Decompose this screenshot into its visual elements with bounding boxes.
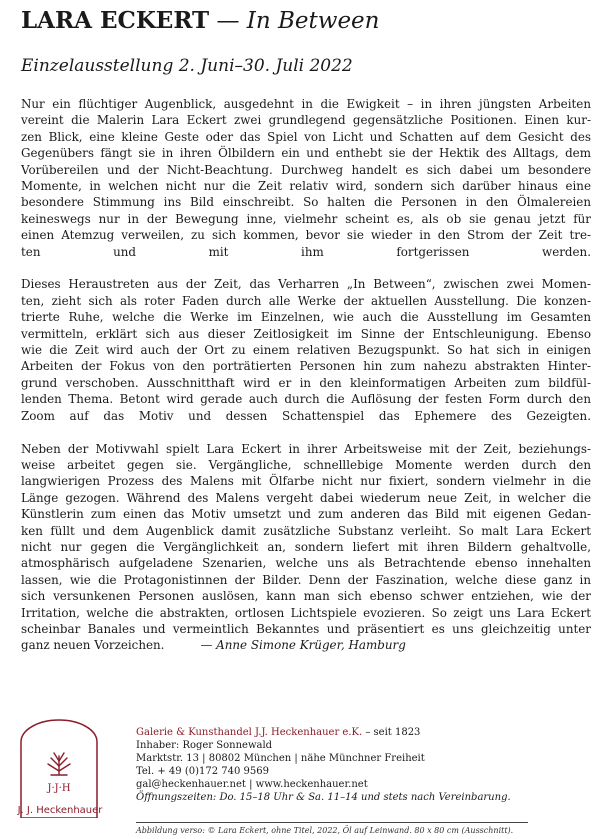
gallery-owner: Inhaber: Roger Sonnewald <box>136 739 273 751</box>
text-line: scheinbar Banales und vermeintlich Bekanntes und präsentiert es uns gleichzeitig unter <box>21 621 591 636</box>
text-line: Länge gezogen. Während des Malens vergeht dabei wiederum neue Zeit, in welcher die <box>21 490 591 505</box>
caption-rule <box>136 822 528 823</box>
text-line: trierte Ruhe, welche die Werke im Einzelnen, wie auch die Ausstellung im Gesamten <box>21 310 591 325</box>
text-line: ten, zieht sich als roter Faden durch alle Werke der aktuellen Ausstellung. Die konzen- <box>21 293 591 308</box>
artist-name: LARA ECKERT <box>21 7 210 34</box>
body-paragraph <box>21 441 591 654</box>
text-line: wie die Zeit wird auch der Ort zu einem relativen Bezugspunkt. So hat sich in einigen <box>21 343 591 358</box>
text-line: vereint die Malerin Lara Eckert zwei grundlegend gegensätzliche Positionen. Einen kur- <box>21 113 591 128</box>
tree-crest-icon <box>48 753 70 775</box>
body-paragraph <box>21 276 591 424</box>
text-line: Künstlerin zum einen das Motiv umsetzt und zum anderen das Bild mit eigenen Gedan- <box>21 507 591 522</box>
text-line: weise arbeitet gegen sie. Vergängliche, schnelllebige Momente werden durch den <box>21 457 591 472</box>
text-line: lenden Thema. Betont wird gerade auch durch die Auflösung der festen Form durch den <box>21 392 591 407</box>
gallery-logo <box>18 718 100 818</box>
text-line: Dieses Heraustreten aus der Zeit, das Verharren „In Between“, zwischen zwei Momen- <box>21 277 591 292</box>
text-line: Vorübereilen und der Nicht-Beachtung. Durchweg handelt es sich dabei um besondere <box>21 162 591 177</box>
text-line: sich versunkenen Personen auslösen, kann man sich ebenso schwer entziehen, wie der <box>21 589 591 604</box>
title-dash: — <box>216 8 240 34</box>
text-line: lassen, wie die Protagonistinnen der Bilder. Denn der Faszination, welche diese ganz in <box>21 572 591 587</box>
text-line: einen Atemzug verweilen, zu sich kommen, bevor sie wieder in den Strom der Zeit tre- <box>21 228 591 243</box>
exhibition-name: In Between <box>246 8 380 34</box>
gallery-name: Galerie & Kunsthandel J.J. Heckenhauer e.K. <box>136 727 363 738</box>
text-line: langwierigen Prozess des Malens mit Ölfarbe nicht nur fixiert, sondern vielmehr in die <box>21 474 591 489</box>
gallery-since: – seit 1823 <box>362 727 421 738</box>
text-line: Zoom auf das Motiv und dessen Schattenspiel das Ephemere des Gezeigten. <box>21 408 591 423</box>
exhibition-title <box>21 6 380 36</box>
image-caption: Abbildung verso: © Lara Eckert, ohne Titel, 2022, Öl auf Leinwand. 80 x 80 cm (Ausschnitt). <box>136 826 514 835</box>
exhibition-dates: Einzelausstellung 2. Juni–30. Juli 2022 <box>21 56 353 76</box>
text-line: Gegenübers fängt sie in ihren Ölbildern ein und enthebt sie der Hektik des Alltags, dem <box>21 146 591 161</box>
text-line: Arbeiten der Fokus von den porträtierten Personen hin zum nahezu abstrakten Hinter- <box>21 359 591 374</box>
logo-label: J. J. Heckenhauer <box>17 805 103 816</box>
text-line: nicht nur gegen die Vergänglichkeit an, sondern liefert mit ihren Bildern gehaltvolle, <box>21 539 591 554</box>
text-line: Irritation, welche die abstrakten, ortlosen Lichtspiele evozieren. So zeigt uns Lara Eckert <box>21 605 591 620</box>
text-line: keineswegs nur in der Bewegung inne, vielmehr scheint es, als ob sie genau jetzt für <box>21 211 591 226</box>
text-line: grund verschoben. Ausschnitthaft wird er in den kleinformatigen Arbeiten zum bildfül- <box>21 375 591 390</box>
text-line: atmosphärisch aufgeladene Szenarien, welche uns als Betrachtende ebenso innehalten <box>21 556 591 571</box>
logo-monogram: J·J·H <box>47 783 71 794</box>
text-line: vermitteln, erklärt sich aus dieser Zeitlosigkeit im Sinne der Entschleunigung. Ebenso <box>21 326 591 341</box>
body-paragraph <box>21 96 591 260</box>
author-signature: — Anne Simone Krüger, Hamburg <box>200 638 406 653</box>
text-line: Momente, in welchen nicht nur die Zeit relativ wird, sondern sich darüber hinaus eine <box>21 179 591 194</box>
text-line: besondere Stimmung ins Bild einschreibt. So halten die Personen in den Ölmalereien <box>21 195 591 210</box>
gallery-web: gal@heckenhauer.net | www.heckenhauer.net <box>136 778 368 790</box>
gallery-address <box>136 727 511 804</box>
gallery-hours: Öffnungszeiten: Do. 15–18 Uhr & Sa. 11–14 und stets nach Vereinbarung. <box>136 791 511 803</box>
text-line: ken füllt und dem Augenblick damit zusätzliche Substanz verleiht. So malt Lara Eckert <box>21 523 591 538</box>
gallery-street: Marktstr. 13 | 80802 München | nähe Münchner Freiheit <box>136 752 425 764</box>
gallery-name-line <box>136 727 511 740</box>
text-line: ten und mit ihm fortgerissen werden. <box>21 244 591 259</box>
closing-line <box>21 637 591 653</box>
body-text <box>21 96 591 670</box>
text-line: Neben der Motivwahl spielt Lara Eckert in ihrer Arbeitsweise mit der Zeit, beziehungs- <box>21 441 591 456</box>
text-line: Nur ein flüchtiger Augenblick, ausgedehnt in die Ewigkeit – in ihren jüngsten Arbeiten <box>21 97 591 111</box>
closing-text: ganz neuen Vorzeichen. <box>21 638 165 653</box>
text-line: zen Blick, eine kleine Geste oder das Spiel von Licht und Schatten auf dem Gesicht des <box>21 129 591 144</box>
gallery-phone: Tel. + 49 (0)172 740 9569 <box>136 765 269 777</box>
